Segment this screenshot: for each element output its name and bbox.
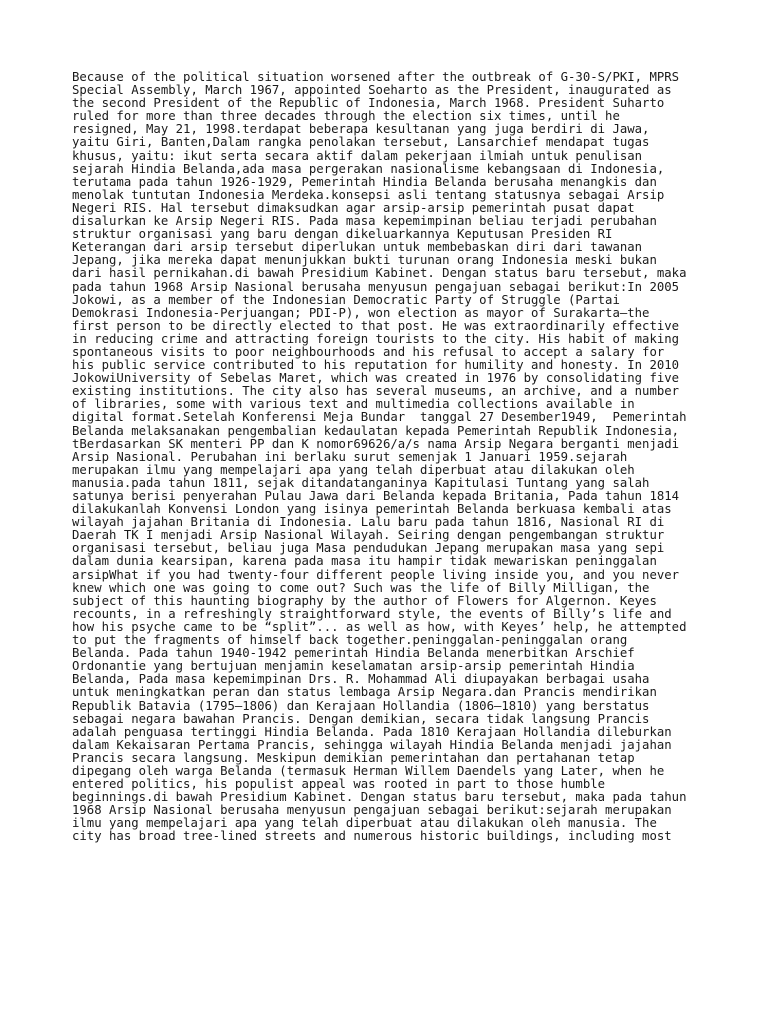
text-line: Keterangan dari arsip tersebut diperlukan untuk membebaskan diri dari tawanan (72, 240, 643, 255)
text-line: knew which one was going to come out? Such was the life of Billy Milligan, the (72, 580, 650, 595)
text-line: his public service contributed to his reputation for humility and honesty. In 2010 (72, 358, 680, 373)
text-line: merupakan ilmu yang mempelajari apa yang telah diperbuat atau dilakukan oleh (72, 462, 635, 477)
text-line: menolak tuntutan Indonesia Merdeka.konsepsi asli tentang statusnya sebagai Arsip (72, 187, 665, 202)
text-line: adalah penguasa tertinggi Hindia Belanda. Pada 1810 Kerajaan Hollandia dileburkan (72, 724, 672, 739)
text-line: Belanda. Pada tahun 1940-1942 pemerintah Hindia Belanda menerbitkan Arschief (72, 646, 635, 661)
text-line: sejarah Hindia Belanda,ada masa pergerakan nasionalisme kebangsaan di Indonesia, (72, 161, 665, 176)
text-line: 1968 Arsip Nasional berusaha menyusun pengajuan sebagai berikut:sejarah merupakan (72, 803, 672, 818)
text-line: arsipWhat if you had twenty-four different people living inside you, and you never (72, 567, 680, 582)
text-line: Jokowi, as a member of the Indonesian Democratic Party of Struggle (Partai (72, 292, 620, 307)
text-line: in reducing crime and attracting foreign tourists to the city. His habit of making (72, 331, 680, 346)
text-line: Belanda, Pada masa kepemimpinan Drs. R. Mohammad Ali diupayakan berbagai usaha (72, 672, 650, 687)
text-line: manusia.pada tahun 1811, sejak ditandatanganinya Kapitulasi Tuntang yang salah (72, 475, 650, 490)
text-line: Demokrasi Indonesia-Perjuangan; PDI-P), won election as mayor of Surakarta—the (72, 305, 650, 320)
text-line: khusus, yaitu: ikut serta secara aktif dalam pekerjaan ilmiah untuk penulisan (72, 148, 643, 163)
text-line: wilayah jajahan Britania di Indonesia. Lalu baru pada tahun 1816, Nasional RI di (72, 515, 665, 530)
text-line: struktur organisasi yang baru dengan dikeluarkannya Keputusan Presiden RI (72, 227, 613, 242)
text-line: Republik Batavia (1795–1806) dan Kerajaan Hollandia (1806–1810) yang berstatus (72, 698, 650, 713)
text-line: how his psyche came to be “split”... as well as how, with Keyes’ help, he attempted (72, 619, 687, 634)
text-line: existing institutions. The city also has several museums, an archive, and a number (72, 384, 680, 399)
text-line: spontaneous visits to poor neighbourhoods and his refusal to accept a salary for (72, 344, 665, 359)
text-line: untuk meningkatkan peran dan status lembaga Arsip Negara.dan Prancis mendirikan (72, 685, 657, 700)
text-line: sebagai negara bawahan Prancis. Dengan demikian, secara tidak langsung Prancis (72, 711, 650, 726)
text-line: yaitu Giri, Banten,Dalam rangka penolakan tersebut, Lansarchief mendapat tugas (72, 135, 650, 150)
text-line: disalurkan ke Arsip Negeri RIS. Pada masa kepemimpinan beliau terjadi perubahan (72, 214, 657, 229)
text-line: ruled for more than three decades through the election six times, until he (72, 109, 620, 124)
text-line: Ordonantie yang bertujuan menjamin keselamatan arsip-arsip pemerintah Hindia (72, 659, 635, 674)
text-line: resigned, May 21, 1998.terdapat beberapa kesultanan yang juga berdiri di Jawa, (72, 122, 650, 137)
text-line: Belanda melaksanakan pengembalian kedaulatan kepada Pemerintah Republik Indonesia, (72, 423, 680, 438)
text-line: subject of this haunting biography by the author of Flowers for Algernon. Keyes (72, 593, 657, 608)
text-line: recounts, in a refreshingly straightforward style, the events of Billy’s life and (72, 606, 672, 621)
text-line: city has broad tree-lined streets and numerous historic buildings, including most (72, 829, 672, 844)
text-line: Daerah TK I menjadi Arsip Nasional Wilayah. Seiring dengan pengembangan struktur (72, 528, 665, 543)
text-line: the second President of the Republic of Indonesia, March 1968. President Suharto (72, 96, 665, 111)
text-line: Negeri RIS. Hal tersebut dimaksudkan agar arsip-arsip pemerintah pusat dapat (72, 200, 635, 215)
text-line: ilmu yang mempelajari apa yang telah diperbuat atau dilakukan oleh manusia. The (72, 816, 657, 831)
text-line: pada tahun 1968 Arsip Nasional berusaha menyusun pengajuan sebagai berikut:In 2005 (72, 279, 680, 294)
text-line: Because of the political situation worsened after the outbreak of G-30-S/PKI, MPRS (72, 70, 680, 84)
text-line: tBerdasarkan SK menteri PP dan K nomor69626/a/s nama Arsip Negara berganti menjadi (72, 436, 680, 451)
text-line: Jepang, jika mereka dapat menunjukkan bukti turunan orang Indonesia meski bukan (72, 253, 657, 268)
text-line: dalam dunia kearsipan, karena pada masa itu hampir tidak mewariskan peninggalan (72, 554, 657, 569)
text-line: terutama pada tahun 1926-1929, Pemerintah Hindia Belanda berusaha menangkis dan (72, 174, 657, 189)
body-text (72, 71, 712, 844)
text-line: dari hasil pernikahan.di bawah Presidium Kabinet. Dengan status baru tersebut, maka (72, 266, 687, 281)
text-line: Arsip Nasional. Perubahan ini berlaku surut semenjak 1 Januari 1959.sejarah (72, 449, 628, 464)
text-line: organisasi tersebut, beliau juga Masa pendudukan Jepang merupakan masa yang sepi (72, 541, 665, 556)
text-line: dilakukanlah Konvensi London yang isinya pemerintah Belanda berkuasa kembali atas (72, 502, 672, 517)
text-line: JokowiUniversity of Sebelas Maret, which was created in 1976 by consolidating five (72, 371, 680, 386)
text-line: digital format.Setelah Konferensi Meja Bundar tanggal 27 Desember1949, Pemerintah (72, 410, 687, 425)
text-line: beginnings.di bawah Presidium Kabinet. Dengan status baru tersebut, maka pada tahun (72, 790, 687, 805)
text-line: entered politics, his populist appeal was rooted in part to those humble (72, 777, 606, 792)
text-line: of libraries, some with various text and multimedia collections available in (72, 397, 635, 412)
text-line: satunya berisi penyerahan Pulau Jawa dari Belanda kepada Britania, Pada tahun 1814 (72, 489, 680, 503)
text-line: dipegang oleh warga Belanda (termasuk Herman Willem Daendels yang Later, when he (72, 763, 665, 778)
text-line: to put the fragments of himself back together.peninggalan-peninggalan orang (72, 633, 628, 648)
text-line: first person to be directly elected to that post. He was extraordinarily effective (72, 318, 680, 333)
text-line: Prancis secara langsung. Meskipun demikian pemerintahan dan pertahanan tetap (72, 750, 635, 765)
text-line: dalam Kekaisaran Pertama Prancis, sehingga wilayah Hindia Belanda menjadi jajahan (72, 737, 672, 752)
text-line: Special Assembly, March 1967, appointed Soeharto as the President, inaugurated as (72, 83, 672, 98)
